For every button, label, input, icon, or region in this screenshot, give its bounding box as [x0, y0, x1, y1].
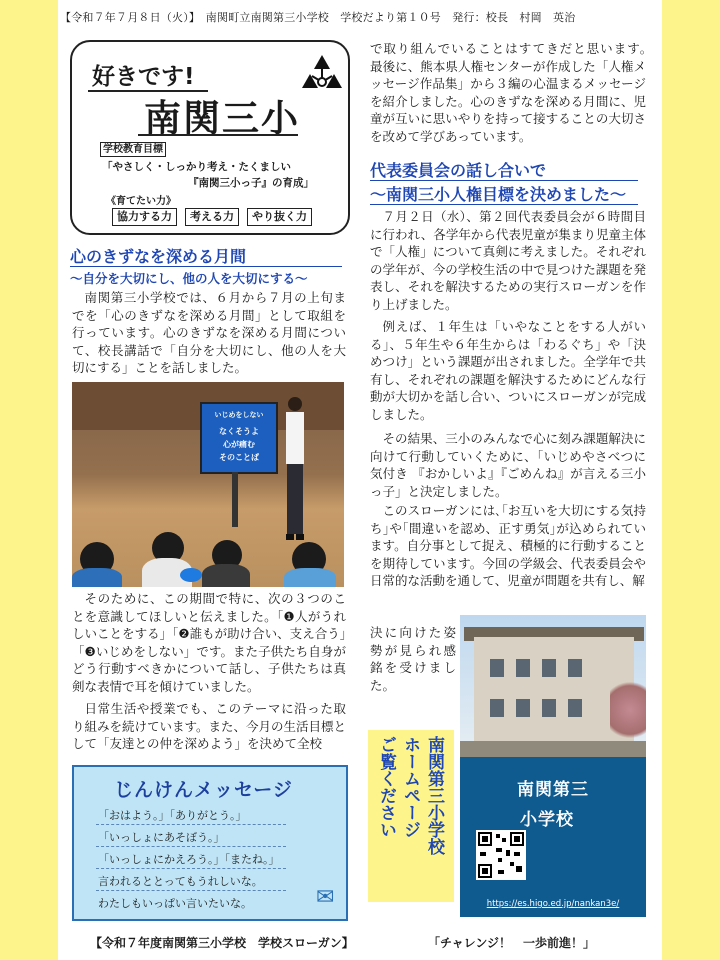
- ability-chips: [112, 208, 312, 226]
- article1-title-underline: [70, 266, 342, 267]
- jinken-rule: [96, 890, 286, 891]
- article2-para-b: 例えば、１年生は「いやなことをする人がいる」、５年生や６年生からは「わるぐち」や「決めつけ」という課題が出されました。全学年で共有し、それぞれの課題を解決するためにどんな行動が大切かを話し合い、ついにスローガンが完成しました。: [370, 319, 646, 422]
- building-window: [568, 699, 582, 717]
- homepage-school-name: 南関第三小学校: [424, 736, 444, 855]
- school-building-photo: [460, 615, 646, 917]
- article1-para-2: そのために、この期間で特に、次の３つのことを意識してほしいと伝えました。「❶人がうれしいことをする」「❷誰もが助け合い、支え合う」「❸いじめをしない」です。また子供たち自身がどう行動すべきかについて話し、子供たちは真剣な表情で耳を傾けていました。: [72, 591, 346, 694]
- article2-heading-1: 代表委員会の話し合いで: [370, 161, 547, 180]
- jinken-line-5: わたしもいっぱい言いたいな。: [98, 897, 252, 910]
- masthead-school-name: 南関三小: [144, 96, 300, 140]
- article2-para-d: このスローガンには､｢お互いを大切にする気持ち｣や｢間違いを認め、正す勇気｣が込められています。自分事として捉え、積極的に行動することを期待しています。今回の学級会、代表委員会や日常的な活動を通して、児童が問題を共有し、解: [370, 503, 646, 588]
- photo-ground: [460, 741, 646, 757]
- article1-para-1: 南関第三小学校では、６月から７月の上旬までを「心のきずなを深める月間」として取組を行っています。心のきずなを深める月間について、校長講話で「自分を大切にし、他の人を大切にする」ことを話しました。: [72, 290, 346, 375]
- building-window: [490, 659, 504, 677]
- screen-line-2: なくそうよ: [219, 427, 259, 436]
- chip-cooperate: 協力する力: [112, 208, 177, 226]
- qr-code-icon[interactable]: [476, 830, 526, 880]
- screen-stand: [232, 472, 238, 527]
- sodate-label: 《育てたい力》: [106, 196, 176, 207]
- jinken-line-1: 「おはよう。」「ありがとう。」: [98, 809, 247, 822]
- student-shirt: [72, 568, 122, 587]
- homepage-notice-box: [368, 730, 454, 902]
- article2-para-c: その結果、三小のみんなで心に刻み課題解決に向けて行動していくために、「いじめやさべつに気付き 『おかしいよ』『ごめんね』が言える三小っ子」と決定しました。: [370, 431, 646, 499]
- homepage-please-view: ご覧ください: [376, 736, 396, 838]
- article2-para-a: ７月２日（水）、第２回代表委員会が６時間目に行われ、各学年から代表児童が集まり児童主体で「人権」について真剣に考えました。それぞれの学年が、今の学校生活の中で見つけた課題を発表し、それを解決するための実行スローガンを作り上げました。: [370, 209, 646, 312]
- cherry-tree: [610, 675, 646, 745]
- goal-line-1: 「やさしく・しっかり考え・たくましい: [102, 161, 291, 173]
- footer-slogan: 「チャレンジ！ 一歩前進！」: [428, 936, 596, 950]
- article2-heading-underline: [370, 204, 638, 205]
- photo-school-name-1: 南関第三: [517, 780, 589, 800]
- issue-header: 【令和７年７月８日（火）】 南関町立南関第三小学校 学校だより第１０号 発行：校長 村岡 英治: [60, 11, 576, 24]
- speaker-figure: [280, 394, 310, 544]
- jinken-line-4: 言われるととってもうれしいな。: [98, 875, 263, 888]
- article1-subtitle: ～自分を大切にし、他の人を大切にする～: [70, 271, 308, 286]
- jinken-title: じんけんメッセージ: [114, 779, 293, 801]
- building-window: [542, 699, 556, 717]
- school-emblem-icon: [300, 52, 344, 96]
- student-shirt: [284, 568, 336, 587]
- chip-persevere: やり抜く力: [247, 208, 312, 226]
- right-para-top: で取り組んでいることはすてきだと思います。 最後に、熊本県人権センターが作成した「人権メッセージ作品集」から３編の心温まるメッセージを紹介しました。心のきずなを深める月間に、児童が互いに思いやりを持って接することの大切さを改めて学びあっています。: [370, 41, 659, 144]
- student-shirt: [180, 568, 202, 582]
- building-window: [516, 699, 530, 717]
- goal-label: 学校教育目標: [100, 142, 166, 157]
- building-window: [568, 659, 582, 677]
- screen-line-3: 心が痛む: [223, 440, 255, 449]
- homepage-label: ホームページ: [400, 736, 420, 838]
- photo-school-name-2: 小学校: [520, 810, 574, 830]
- screen-line-1: いじめをしない: [214, 411, 264, 419]
- footer-slogan-label: 【令和７年度南関第三小学校 学校スローガン】: [90, 936, 354, 950]
- article2-heading-underline: [370, 180, 638, 181]
- jinken-line-2: 「いっしょにあそぼう。」: [98, 831, 225, 844]
- photo-screen: [200, 402, 278, 474]
- jinken-rule: [96, 846, 286, 847]
- building-window: [516, 659, 530, 677]
- article1-para-3: 日常生活や授業でも、このテーマに沿った取り組みを続けています。また、今月の生活目標として「友達との仲を深めよう」を決めて全校: [72, 701, 347, 751]
- article1-title: 心のきずなを深める月間: [70, 247, 247, 266]
- article2-para-e: 決に向けた姿勢が見られ感銘を受けました。: [370, 625, 456, 693]
- screen-line-4: そのことば: [219, 453, 259, 462]
- newsletter-page: [60, 0, 660, 960]
- student-shirt: [202, 564, 250, 587]
- building-window: [542, 659, 556, 677]
- masthead-suki: 好きです!: [92, 64, 195, 90]
- jinken-line-3: 「いっしょにかえろう。」「またね。」: [98, 853, 280, 866]
- school-url-link[interactable]: https://es.higo.ed.jp/nankan3e/: [486, 899, 620, 909]
- right-yellow-band: [662, 0, 720, 960]
- jinken-rule: [96, 824, 286, 825]
- goal-line-2: 『南関三小っ子』の育成」: [188, 177, 314, 189]
- school-name-underline: [138, 134, 298, 136]
- article2-heading-2: ～南関三小人権目標を決めました～: [370, 185, 627, 204]
- bird-icon: ✉: [316, 885, 335, 910]
- jinken-message-box: [72, 765, 348, 921]
- chip-think: 考える力: [185, 208, 239, 226]
- building-window: [490, 699, 504, 717]
- jinken-rule: [96, 868, 286, 869]
- left-yellow-band: [0, 0, 58, 960]
- masthead-box: [70, 40, 350, 235]
- assembly-photo: [72, 382, 344, 587]
